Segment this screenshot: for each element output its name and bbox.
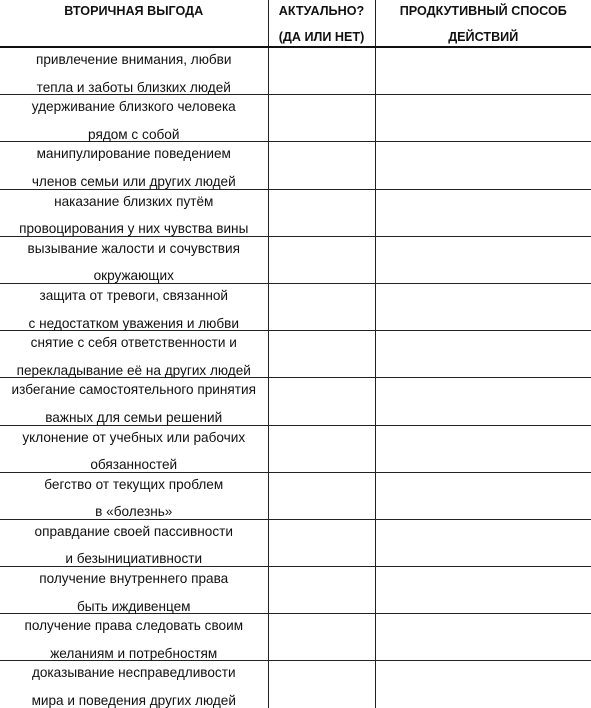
header-label-second-line: ДЕЙСТВИЙ (376, 30, 591, 44)
actual-answer-cell[interactable] (268, 47, 375, 95)
productive-method-cell[interactable] (375, 189, 591, 236)
header-row (0, 0, 591, 47)
table-row (0, 519, 591, 566)
benefit-text-line2: важных для семьи решений (0, 411, 268, 425)
benefit-cell (0, 661, 268, 708)
productive-method-cell[interactable] (375, 567, 591, 614)
benefit-cell (0, 95, 268, 142)
benefit-text-line2: перекладывание её на других людей (0, 364, 268, 378)
benefit-text-line2: и безынициативности (0, 552, 268, 566)
productive-method-cell[interactable] (375, 95, 591, 142)
table-row (0, 95, 591, 142)
table-row (0, 425, 591, 472)
benefit-text-line1: удерживание близкого человека (0, 100, 268, 114)
benefit-text-line1: наказание близких путём (0, 195, 268, 209)
benefit-text-line2: окружающих (0, 269, 268, 283)
benefit-cell (0, 236, 268, 283)
actual-answer-cell[interactable] (268, 95, 375, 142)
table-row (0, 142, 591, 189)
benefit-cell (0, 47, 268, 95)
header-actual (268, 0, 375, 47)
actual-answer-cell[interactable] (268, 378, 375, 425)
benefit-cell (0, 283, 268, 330)
productive-method-cell[interactable] (375, 47, 591, 95)
benefit-cell (0, 567, 268, 614)
benefit-text-line1: уклонение от учебных или рабочих (0, 431, 268, 445)
benefit-cell (0, 519, 268, 566)
benefit-text-line1: избегание самостоятельного принятия (0, 383, 268, 397)
productive-method-cell[interactable] (375, 283, 591, 330)
actual-answer-cell[interactable] (268, 519, 375, 566)
header-label: ПРОДКУТИВНЫЙ СПОСОБ (376, 4, 591, 18)
benefit-text-line1: доказывание несправедливости (0, 666, 268, 680)
benefit-text-line2: в «болезнь» (0, 505, 268, 519)
table-row (0, 47, 591, 95)
table-row (0, 472, 591, 519)
header-productive-method (375, 0, 591, 47)
productive-method-cell[interactable] (375, 331, 591, 378)
benefit-text-line1: бегство от текущих проблем (0, 478, 268, 492)
actual-answer-cell[interactable] (268, 142, 375, 189)
header-label: ВТОРИЧНАЯ ВЫГОДА (0, 4, 268, 18)
benefit-text-line2: рядом с собой (0, 128, 268, 142)
productive-method-cell[interactable] (375, 519, 591, 566)
benefit-cell (0, 142, 268, 189)
benefit-text-line2: членов семьи или других людей (0, 175, 268, 189)
benefit-text-line1: получение права следовать своим (0, 619, 268, 633)
table-row (0, 189, 591, 236)
actual-answer-cell[interactable] (268, 425, 375, 472)
benefit-text-line1: манипулирование поведением (0, 147, 268, 161)
actual-answer-cell[interactable] (268, 661, 375, 708)
benefit-text-line1: вызывание жалости и сочувствия (0, 242, 268, 256)
actual-answer-cell[interactable] (268, 472, 375, 519)
actual-answer-cell[interactable] (268, 567, 375, 614)
actual-answer-cell[interactable] (268, 283, 375, 330)
benefit-text-line1: получение внутреннего права (0, 572, 268, 586)
benefit-cell (0, 378, 268, 425)
productive-method-cell[interactable] (375, 142, 591, 189)
benefit-text-line2: с недостатком уважения и любви (0, 317, 268, 331)
benefit-text-line2: быть иждивенцем (0, 600, 268, 614)
header-label: АКТУАЛЬНО? (269, 4, 375, 18)
benefit-cell (0, 614, 268, 661)
table-header (0, 0, 591, 47)
benefit-text-line2: мира и поведения других людей (0, 694, 268, 708)
productive-method-cell[interactable] (375, 425, 591, 472)
header-secondary-benefit (0, 0, 268, 47)
productive-method-cell[interactable] (375, 614, 591, 661)
benefit-text-line1: защита от тревоги, связанной (0, 289, 268, 303)
table-row (0, 378, 591, 425)
benefit-cell (0, 425, 268, 472)
benefit-text-line1: снятие с себя ответственности и (0, 336, 268, 350)
productive-method-cell[interactable] (375, 236, 591, 283)
actual-answer-cell[interactable] (268, 189, 375, 236)
table-row (0, 614, 591, 661)
actual-answer-cell[interactable] (268, 614, 375, 661)
benefit-text-line1: оправдание своей пассивности (0, 525, 268, 539)
benefit-text-line2: обязанностей (0, 458, 268, 472)
table-row (0, 567, 591, 614)
benefit-cell (0, 472, 268, 519)
benefit-text-line2: тепла и заботы близких людей (0, 81, 268, 95)
table-row (0, 331, 591, 378)
benefit-cell (0, 189, 268, 236)
benefit-text-line2: желаниям и потребностям (0, 647, 268, 661)
productive-method-cell[interactable] (375, 661, 591, 708)
productive-method-cell[interactable] (375, 472, 591, 519)
table-row (0, 236, 591, 283)
benefit-cell (0, 331, 268, 378)
productive-method-cell[interactable] (375, 378, 591, 425)
benefit-text-line2: провоцирования у них чувства вины (0, 222, 268, 236)
actual-answer-cell[interactable] (268, 236, 375, 283)
benefit-text-line1: привлечение внимания, любви (0, 53, 268, 67)
table-row (0, 661, 591, 708)
table-body (0, 47, 591, 708)
actual-answer-cell[interactable] (268, 331, 375, 378)
table-row (0, 283, 591, 330)
header-label-second-line: (ДА ИЛИ НЕТ) (269, 30, 375, 44)
